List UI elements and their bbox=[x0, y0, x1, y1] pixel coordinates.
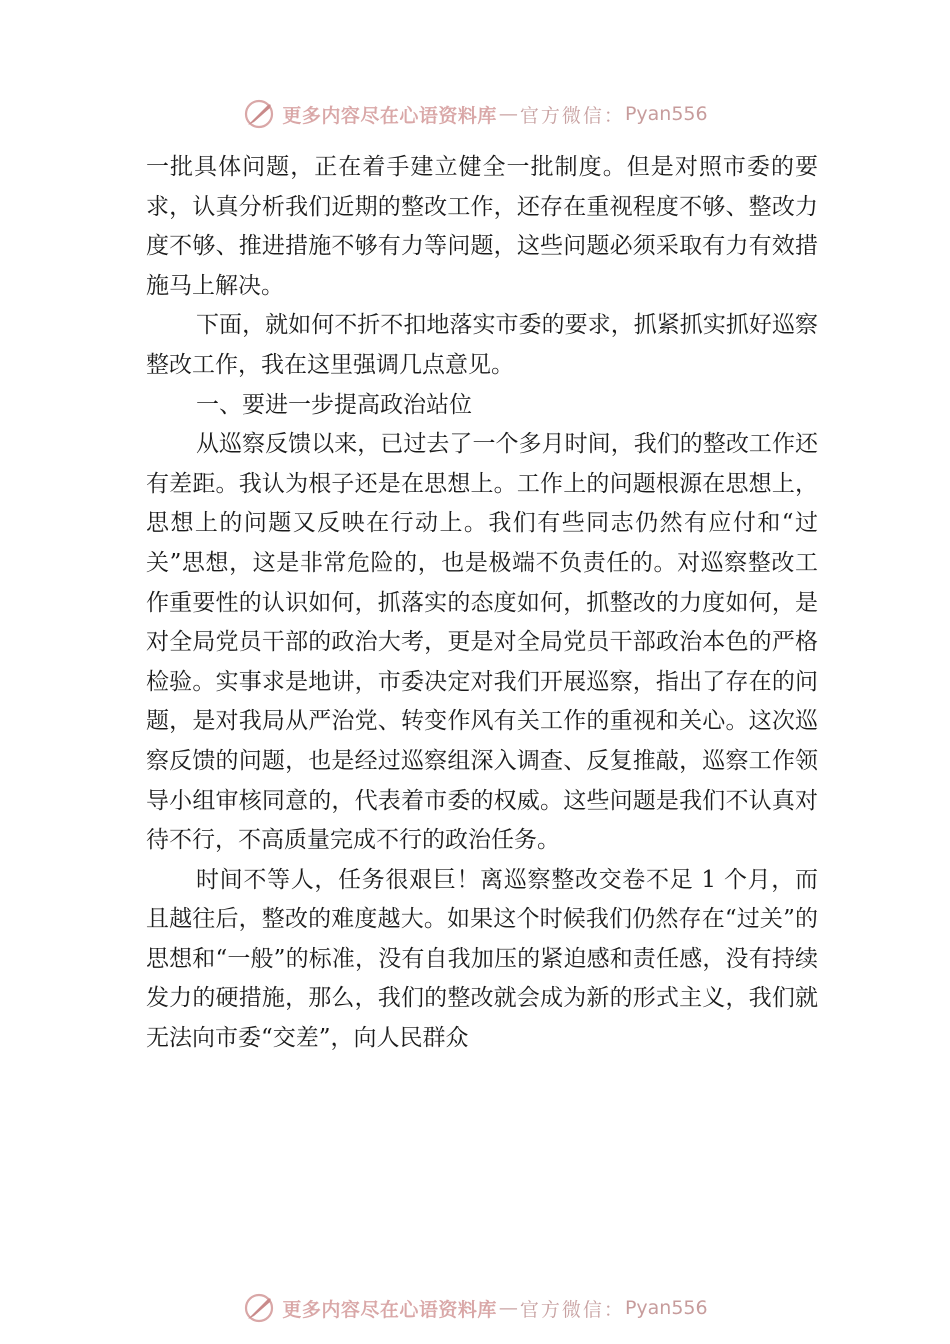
footer-watermark bbox=[0, 1290, 950, 1326]
watermark-wechat-id: Pyan556 bbox=[624, 1297, 708, 1319]
watermark-main-text: 更多内容尽在心语资料库 bbox=[282, 104, 497, 127]
paragraph-body: 时间不等人，任务很艰巨！离巡察整改交卷不足 1 个月，而且越往后，整改的难度越大。如果这个时候我们仍然存在“过关”的思想和“一般”的标准，没有自我加压的紧迫感和责任感，没有持续发力的硬措施，那么，我们的整改就会成为新的形式主义，我们就无法向市委“交差”，向人民群众 bbox=[146, 866, 818, 1052]
document-body bbox=[146, 148, 818, 1059]
watermark-sub-text: 官方微信： bbox=[519, 104, 625, 127]
feather-pen-logo-icon bbox=[242, 97, 276, 131]
watermark-main-text: 更多内容尽在心语资料库 bbox=[282, 1298, 497, 1321]
watermark-wechat-id: Pyan556 bbox=[624, 103, 708, 125]
paragraph-body: 从巡察反馈以来，已过去了一个多月时间，我们的整改工作还有差距。我认为根子还是在思想上。工作上的问题根源在思想上，思想上的问题又反映在行动上。我们有些同志仍然有应付和“过关”思想，这是非常危险的，也是极端不负责任的。对巡察整改工作重要性的认识如何，抓落实的态度如何，抓整改的力度如何，是对全局党员干部的政治大考，更是对全局党员干部政治本色的严格检验。实事求是地讲，市委决定对我们开展巡察，指出了存在的问题，是对我局从严治党、转变作风有关工作的重视和关心。这次巡察反馈的问题，也是经过巡察组深入调查、反复推敲，巡察工作领导小组审核同意的，代表着市委的权威。这些问题是我们不认真对待不行，不高质量完成不行的政治任务。 bbox=[146, 431, 818, 854]
paragraph-continuation: 一批具体问题，正在着手建立健全一批制度。但是对照市委的要求，认真分析我们近期的整改工作，还存在重视程度不够、整改力度不够、推进措施不够有力等问题，这些问题必须采取有力有效措施马上解决。 bbox=[146, 154, 818, 299]
section-heading: 一、要进一步提高政治站位 bbox=[196, 391, 472, 418]
watermark-separator: — bbox=[498, 103, 518, 125]
feather-pen-logo-icon bbox=[242, 1291, 276, 1325]
header-watermark bbox=[0, 96, 950, 132]
watermark-sub-text: 官方微信： bbox=[519, 1298, 625, 1321]
paragraph-intro: 下面，就如何不折不扣地落实市委的要求，抓紧抓实抓好巡察整改工作，我在这里强调几点意见。 bbox=[146, 312, 818, 378]
watermark-separator: — bbox=[498, 1297, 518, 1319]
